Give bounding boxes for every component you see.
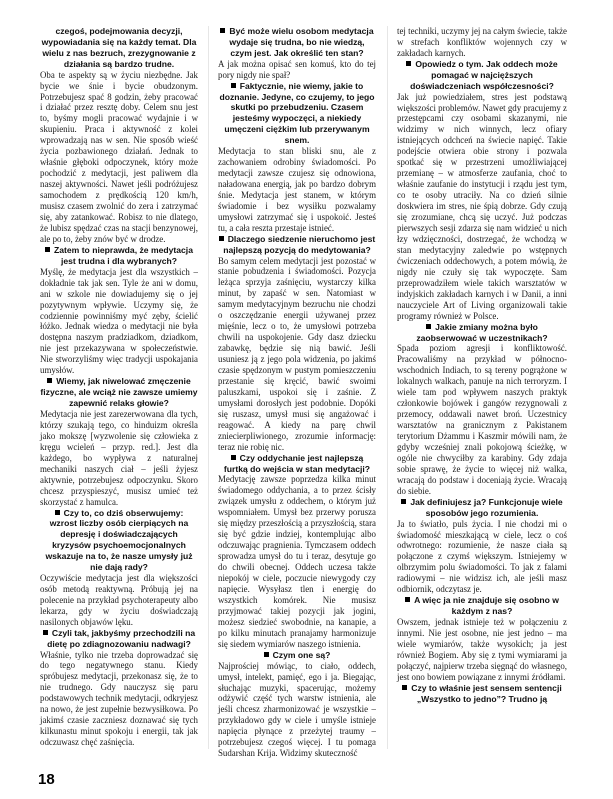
column-1: [40, 26, 198, 748]
question-heading: Być może wielu osobom medytacja wydaje się trudna, bo nie wiedzą, czym jest. Jak określić ten stan?: [218, 26, 376, 59]
answer-paragraph: Spada poziom agresji i konfliktowość. Pracowaliśmy na przykład w północno-wschodnich Indiach, to są tereny pogrążone w lokalnych walkach, panuje na nich terroryzm. I wiele tam pod wpływem naszych praktyk członkowie bojówek i gangów rezygnowali z przemocy, oddawali nawet broń. Uczestnicy warsztatów na granicznym z Pakistanem terytorium Dżammu i Kaszmir mówili nam, że gdyby wcześniej znali pokojową ścieżkę, w ogóle nie chwyciłby za karabiny. Gdy zdaja sobie sprawę, że życie to więcej niż walka, wracają do podstaw i doceniają życie. Wracają do siebie.: [397, 343, 567, 496]
answer-paragraph: Bo samym celem medytacji jest pozostać w stanie pobudzenia i świadomości. Pozycja leżąca sprzyja zaśnięciu, wystarczy kilka minut, by zapaść w sen. Natomiast w samym medytacyjnym bezruchu nie chodzi o oszczędzanie energii używanej przez mięśnie, lecz o to, że umysłowi potrzeba chwili na uspokojenie. Gdy dasz dziecku zabawkę, będzie się nią bawić. Jeśli usuniesz ją z jego pola widzenia, po jakimś czasie spędzonym w pustym pomieszczeniu przestanie się kręcić, bawić swoimi paluszkami, uspokoi się i zaśnie. Z umysłami dorosłych jest podobnie. Dopóki się ruszasz, umysł musi się angażować i reagować. A kiedy na parę chwil zniecierpliwionego, zrozumie informację: teraz nie robię nic.: [218, 255, 376, 452]
question-heading: Zatem to nieprawda, że medytacja jest trudna i dla wybranych?: [40, 245, 198, 267]
question-heading: Czyli tak, jakbyśmy przechodzili na dietę po zdiagnozowaniu nadwagi?: [40, 628, 198, 650]
answer-paragraph: Owszem, jednak istnieje też w połączeniu z innymi. Nie jest osobne, nie jest jedno – ma wiele wymiarów, także wysokich; ja jest również Bogiem. Aby się z tymi wymiarami ja połączyć, najpierw trzeba sięgnąć do własnego, jest ono bowiem powiązane z innymi źródłami.: [397, 617, 567, 682]
answer-paragraph: Oba te aspekty są w życiu niezbędne. Jak bycie we śnie i bycie obudzonym. Potrzebujesz spać 8 godzin, żeby pracować i działać przez resztę doby. Celem snu jest to, byśmy mogli pracować wydajnie i w skupieniu. Praca i aktywność z kolei wprowadzają nas w sen. Nie sposób wieść życia pozbawionego działań. Jednak to właśnie głęboki odpoczynek, który może pochodzić z medytacji, jest paliwem dla naszej aktywności. Nawet jeśli podróżujesz samochodem z prędkością 120 km/h, musisz czasem zwolnić do zera i zatrzymać się, aby zatankować. Robisz to nie dlatego, że lubisz spędzać czas na stacji benzynowej, ale po to, żeby znów być w drodze.: [40, 69, 198, 244]
column-2: [218, 26, 376, 759]
question-heading: Czy oddychanie jest najlepszą furtką do wejścia w stan medytacji?: [218, 453, 376, 475]
question-heading: Czy to, co dziś obserwujemy: wzrost liczby osób cierpiących na depresję i doświadczających kryzysów psychoemocjonalnych wskazuje na to, że nasze umysły już nie dają rady?: [40, 508, 198, 573]
answer-paragraph: Myślę, że medytacja jest dla wszystkich – dokładnie tak jak sen. Tyle że ani w domu, ani w szkole nie dowiadujemy się o jej pozytywnym wpływie. Uczymy się, że codziennie powinniśmy myć zęby, ścielić łóżko. Jednak wiedza o medytacji nie była dostępna naszym pradziadkom, dziadkom, nie jest przekazywana w społeczeństwie. Nie stworzyliśmy więc tradycji uspokajania umysłów.: [40, 266, 198, 376]
question-heading: Faktycznie, nie wiemy, jakie to doznanie. Jedyne, co czujemy, to jego skutki po przebudzeniu. Czasem jesteśmy wypoczęci, a niekiedy umęczeni ciężkim lub przerywanym snem.: [219, 80, 375, 146]
column-3: [397, 26, 567, 705]
answer-paragraph: Jak już powiedziałem, stres jest podstawą większości problemów. Nawet gdy pracujemy z przestępcami czy osobami skazanymi, nie widzimy w nich winnych, lecz ofiary istniejących odchceń na świecie napięć. Takie podejście otwiera obie strony i pozwala spotkać się w przestrzeni umożliwiającej przemianę – w atmosferze zaufania, choć to właśnie zaufanie do instytucji i rządu jest tym, co te osoby utraciły. Na co dzień silnie doskwiera im stres, nie śpią dobrze. Gdy czują się zrozumiane, chcą się uczyć. Już podczas pierwszych sesji zdarza się nam widzieć u nich łzy wdzięczności, dostrzegać, że wchodzą w stan medytacyjny zaledwie po wstępnych ćwiczeniach oddechowych, a potem mówią, że nigdy nie czuły się tak wypoczęte. Sam przeprowadziłem wiele takich warsztatów w indyjskich zakładach karnych i w Danii, a inni nauczyciele Art of Living organizowali takie programy również w Polsce.: [397, 91, 567, 321]
question-heading: Dlaczego siedzenie nieruchomo jest najlepszą pozycją do medytowania?: [218, 234, 376, 256]
question-heading: Opowiedz o tym. Jak oddech może pomagać w najcięższych doświadczeniach współczesności?: [397, 59, 567, 92]
question-heading: Jakie zmiany można było zaobserwować w uczestnikach?: [397, 322, 567, 344]
question-heading: Wiemy, jak niwelować zmęczenie fizyczne, ale wciąż nie zawsze umiemy zapewnić relaks głowie?: [40, 376, 198, 409]
page-number: 18: [38, 771, 55, 788]
answer-paragraph: Medytacja to stan bliski snu, ale z zachowaniem odrobiny świadomości. Po medytacji zawsze czujesz się odnowiona, naładowana energią, jak po bardzo dobrym śnie. Medytacja jest stanem, w którym świadomie i bez wysiłku pozwalamy umysłowi zatrzymać się i uspokoić. Jesteś tu, a cała reszta przestaje istnieć.: [218, 146, 376, 233]
answer-paragraph: Oczywiście medytacja jest dla większości osób metodą reaktywną. Próbują jej na polecenie na przykład psychoterapeuty albo lekarza, gdy w życiu doświadczają nasilonych objawów lęku.: [40, 572, 198, 627]
question-heading: Jak definiujesz ja? Funkcjonuje wiele sposobów jego rozumienia.: [397, 497, 567, 519]
question-heading: Czy to właśnie jest sensem sentencji „Wszystko to jedno”? Trudno ją: [397, 683, 567, 705]
question-heading: A więc ja nie znajduje się osobno w każdym z nas?: [397, 595, 567, 617]
question-heading: czegoś, podejmowania decyzji, wypowiadania się na każdy temat. Dla wielu z nas bezruch, zrezygnowanie z działania są bardzo trudne.: [41, 26, 197, 69]
answer-paragraph: Ja to światło, puls życia. I nie chodzi mi o świadomość mieszkającą w ciele, lecz o coś odwrotnego: rozumienie, że nasze ciała są połączone z czymś większym. Istniejemy w olbrzymim polu świadomości. To jak z falami radiowymi – nie widzisz ich, ale jeśli masz odbiornik, odczytasz je.: [397, 518, 567, 595]
answer-paragraph: Najprościej mówiąc, to ciało, oddech, umysł, intelekt, pamięć, ego i ja. Biegając, słuchając muzyki, spacerując, możemy odżywić część tych warstw istnienia, ale jeśli chcesz zharmonizować je wszystkie – przykładowo gdy w ciele i umyśle istnieje napięcia płynące z przeżytej traumy – potrzebujesz czegoś więcej. I tu pomaga Sudarshan Krija. Widzimy skuteczność: [218, 660, 376, 759]
column-divider: [387, 26, 388, 749]
question-heading: Czym one są?: [218, 650, 376, 661]
answer-paragraph: tej techniki, uczymy jej na całym świecie, także w strefach konfliktów wojennych czy w zakładach karnych.: [397, 26, 567, 58]
answer-paragraph: Właśnie, tylko nie trzeba doprowadzać się do tego negatywnego stanu. Kiedy spróbujesz medytacji, przekonasz się, że to nie trudnego. Gdy nauczysz się paru podstawowych technik medytacji, odkryjesz na nowo, że jest zupełnie bezwysiłkowa. Po jakimś czasie zaczniesz doznawać się tych kilkunastu minut spokoju i energii, tak jak odczuwasz chęć zaśnięcia.: [40, 649, 198, 748]
answer-paragraph: A jak można opisać sen komuś, kto do tej pory nigdy nie spał?: [218, 58, 376, 80]
column-divider: [208, 26, 209, 749]
answer-paragraph: Medytacja nie jest zarezerwowana dla tych, którzy szukają tego, co hinduizm określa jako mokszę [wyzwolenie się człowieka z kręgu wcieleń – przyp. red.]. Jest dla każdego, bo wypływa z naturalnej mechaniki naszych ciał – jeśli żyjesz aktywnie, potrzebujesz odpoczynku. Skoro chcesz przyspieszyć, musisz umieć też skorzystać z hamulca.: [40, 408, 198, 507]
answer-paragraph: Medytację zawsze poprzedza kilka minut świadomego oddychania, a to przez ścisły związek umysłu z oddechem, o którym już wspomniałem. Umysł bez przerwy porusza się między przeszłością a przyszłością, stara się być gdzie indziej, kontemplując albo odczuwając pragnienia. Tymczasem oddech sprowadza umysł do tu i teraz, desytuje go do chwili obecnej. Oddech uczesa także niepokój w ciele, poczucie niewygody czy napięcie. Wysyłasz tlen i energię do wszystkich komórek. Nie musisz przyjmować takiej pozycji jak jogini, możesz siedzieć swobodnie, na kanapie, a po kilku minutach pranajamy harmonizuje się siedem wymiarów naszego istnienia.: [218, 474, 376, 649]
